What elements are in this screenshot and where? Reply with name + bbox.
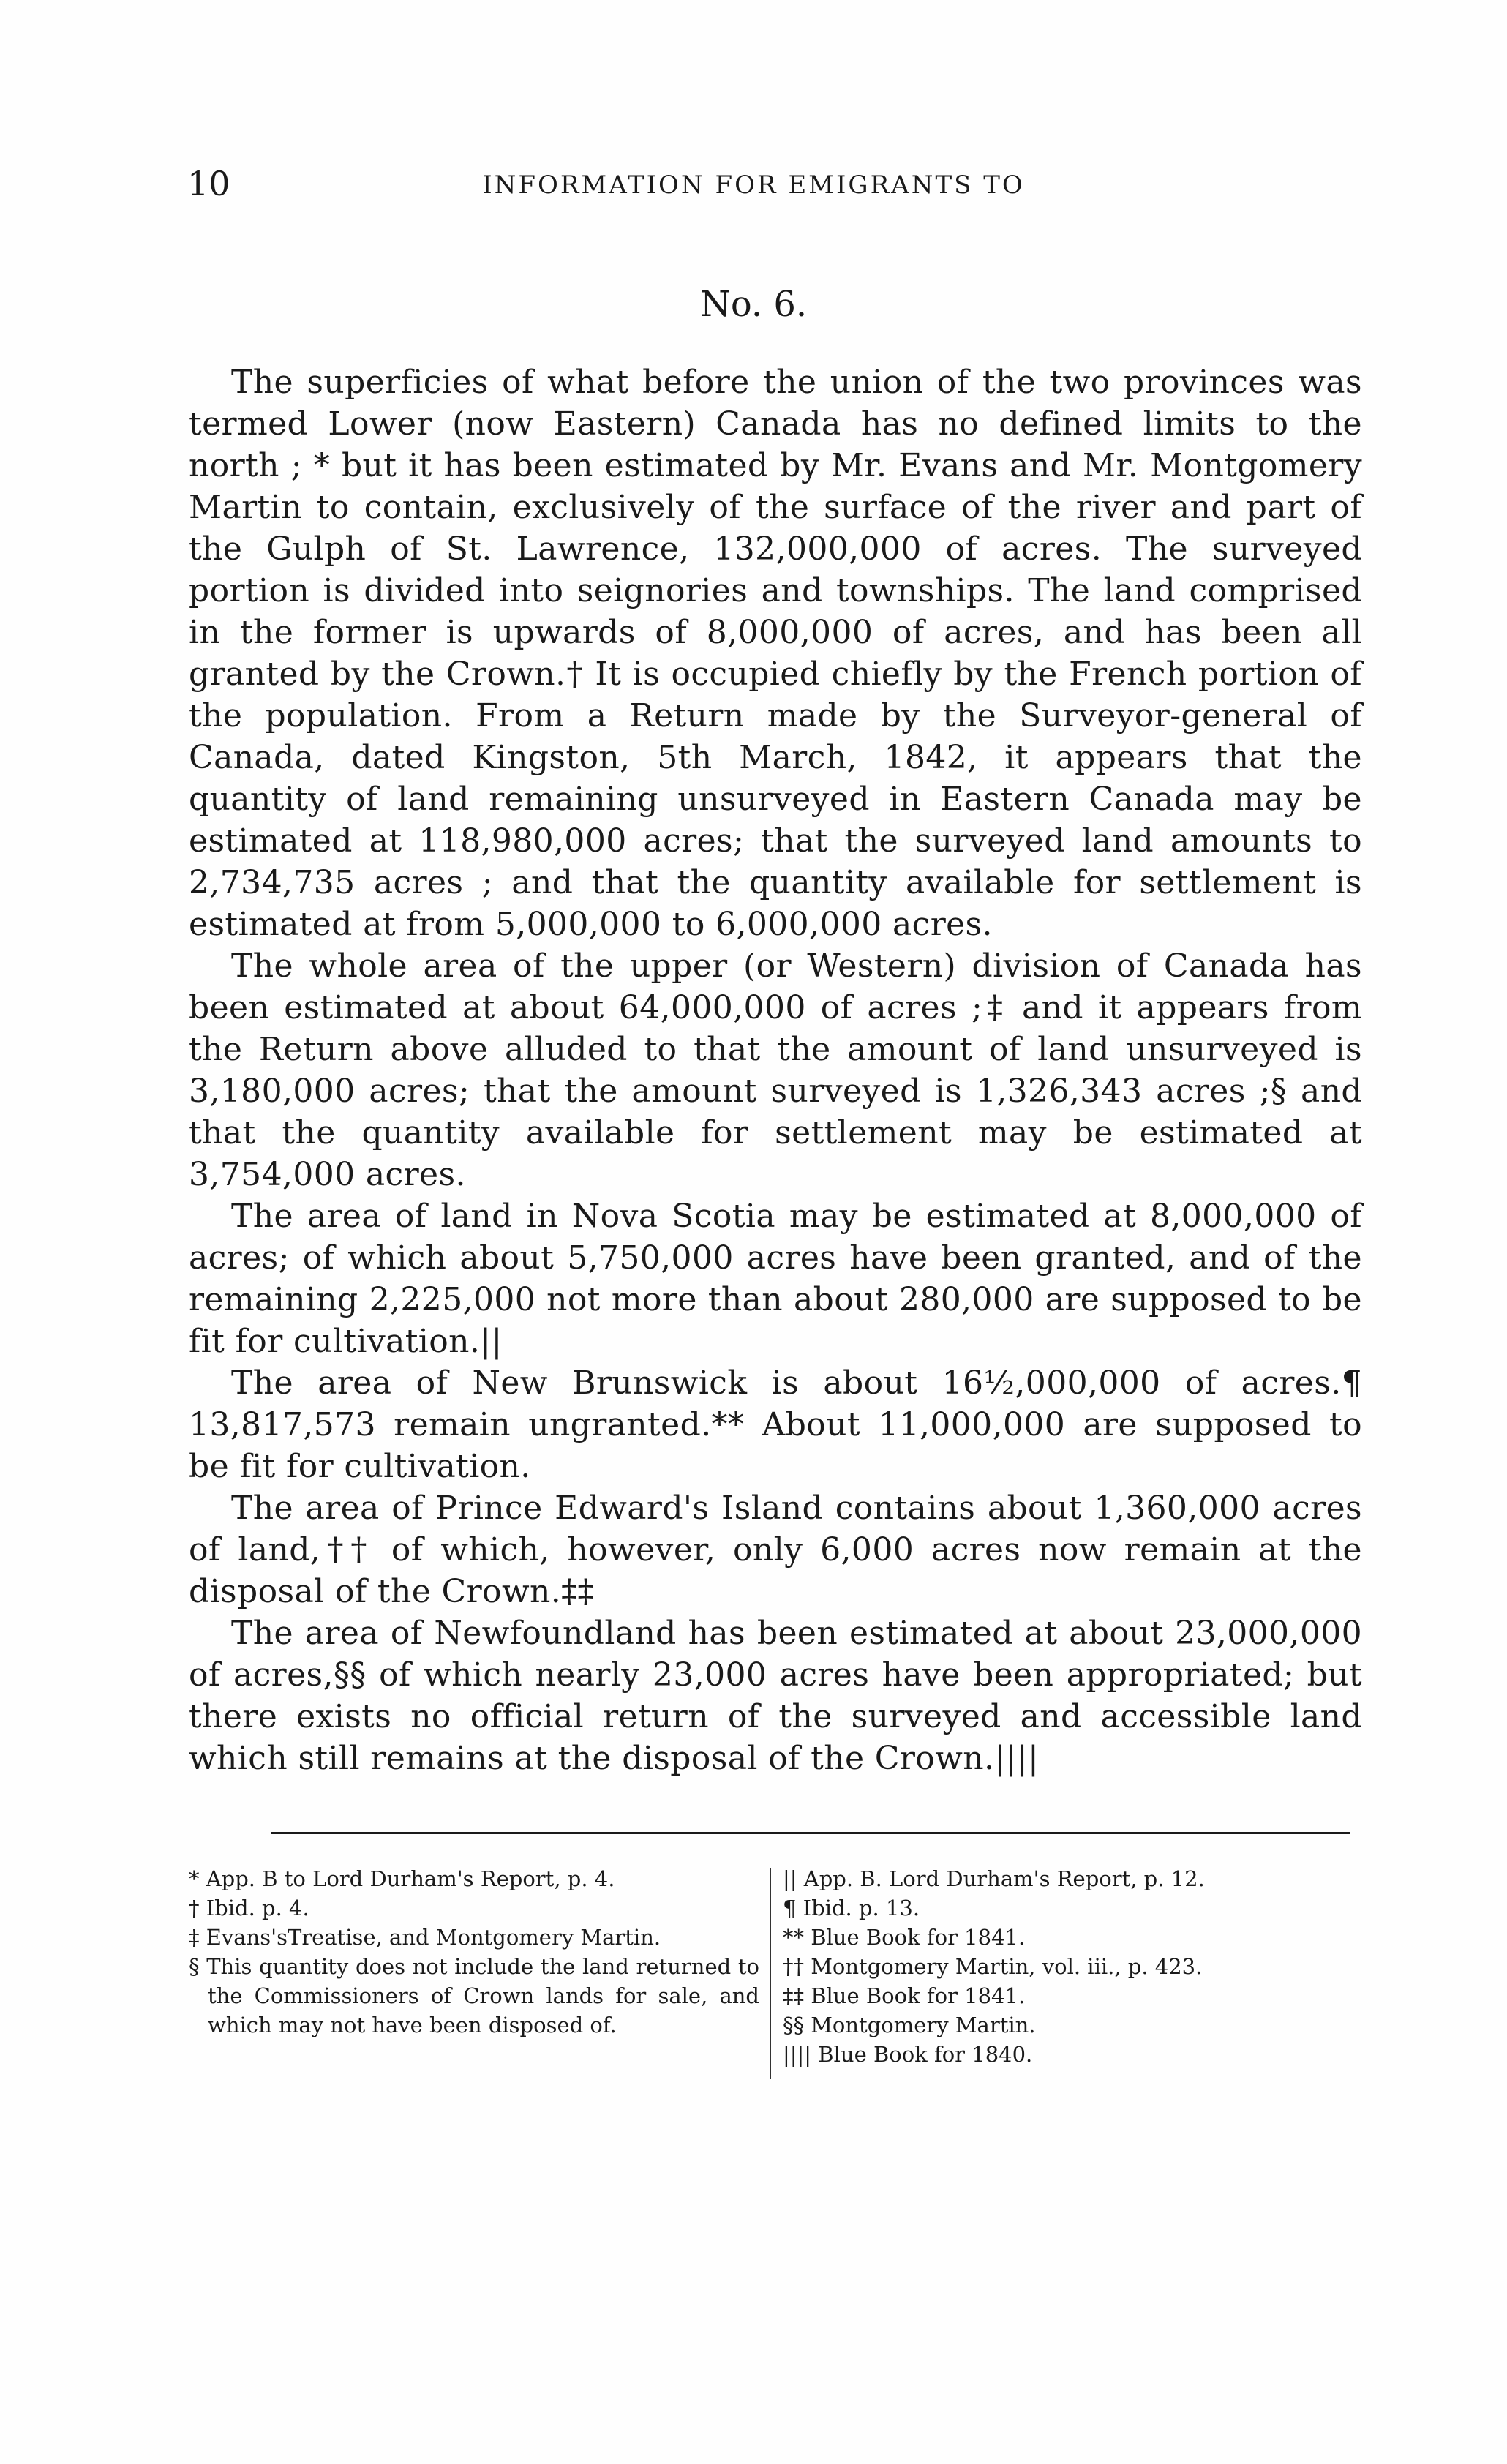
- footnote: * App. B to Lord Durham's Report, p. 4.: [189, 1866, 615, 1891]
- footnote: † Ibid. p. 4.: [189, 1896, 309, 1920]
- footnote: || App. B. Lord Durham's Report, p. 12.: [783, 1866, 1205, 1891]
- footnote-rule: [271, 1832, 1350, 1834]
- paragraph-new-brunswick: The area of New Brunswick is about 16½,000,000 of acres.¶ 13,817,573 remain ungranted.** About 11,000,000 are supposed to be fit for cultivation.: [189, 1364, 1362, 1485]
- footnote: |||| Blue Book for 1840.: [783, 2042, 1033, 2067]
- paragraph-western-canada: The whole area of the upper (or Western) division of Canada has been estimated at about 64,000,000 of acres ;‡ and it appears from the Return above alluded to that the amount of land unsurveyed is 3,180,000 acres; that the amount surveyed is 1,326,343 acres ;§ and that the quantity available for settlement may be estimated at 3,754,000 acres.: [189, 947, 1362, 1193]
- running-head: INFORMATION FOR EMIGRANTS TO: [482, 170, 1025, 200]
- body-text: [189, 361, 1362, 1779]
- footnote: ¶ Ibid. p. 13.: [783, 1896, 920, 1920]
- footnote: § This quantity does not include the land returned to the Commissioners of Crown lands for sale, and which may not have been disposed of.: [189, 1954, 759, 2037]
- footnote: ** Blue Book for 1841.: [783, 1925, 1026, 1950]
- footnote-column-divider: [770, 1868, 771, 2079]
- footnote: §§ Montgomery Martin.: [783, 2013, 1036, 2037]
- paragraph-lower-canada: The superficies of what before the union of the two provinces was termed Lower (now Eastern) Canada has no defined limits to the north ; * but it has been estimated by Mr. Evans and Mr. Montgomery Martin to contain, exclusively of the surface of the river and part of the Gulph of St. Lawrence, 132,000,000 of acres. The surveyed portion is divided into seignories and townships. The land comprised in the former is upwards of 8,000,000 of acres, and has been all granted by the Crown.† It is occupied chiefly by the French portion of the population. From a Return made by the Surveyor-general of Canada, dated Kingston, 5th March, 1842, it appears that the quantity of land remaining unsurveyed in Eastern Canada may be estimated at 118,980,000 acres; that the surveyed land amounts to 2,734,735 acres ; and that the quantity available for settlement is estimated at from 5,000,000 to 6,000,000 acres.: [189, 364, 1362, 943]
- paragraph-prince-edward-island: The area of Prince Edward's Island contains about 1,360,000 acres of land,†† of which, however, only 6,000 acres now remain at the disposal of the Crown.‡‡: [189, 1490, 1362, 1610]
- footnote: ‡‡ Blue Book for 1841.: [783, 1983, 1026, 2008]
- footnotes-right-column: [783, 1864, 1361, 2069]
- page-number: 10: [187, 164, 230, 203]
- paragraph-nova-scotia: The area of land in Nova Scotia may be estimated at 8,000,000 of acres; of which about 5,750,000 acres have been granted, and of the remaining 2,225,000 not more than about 280,000 are supposed to be fit for cultivation.||: [189, 1198, 1362, 1360]
- footnote: †† Montgomery Martin, vol. iii., p. 423.: [783, 1954, 1203, 1979]
- paragraph-newfoundland: The area of Newfoundland has been estimated at about 23,000,000 of acres,§§ of which nearly 23,000 acres have been appropriated; but there exists no official return of the surveyed and accessible land which still remains at the disposal of the Crown.||||: [189, 1615, 1362, 1777]
- footnotes-left-column: [189, 1864, 759, 2040]
- footnote: ‡ Evans'sTreatise, and Montgomery Martin.: [189, 1925, 661, 1950]
- section-title: No. 6.: [699, 284, 808, 325]
